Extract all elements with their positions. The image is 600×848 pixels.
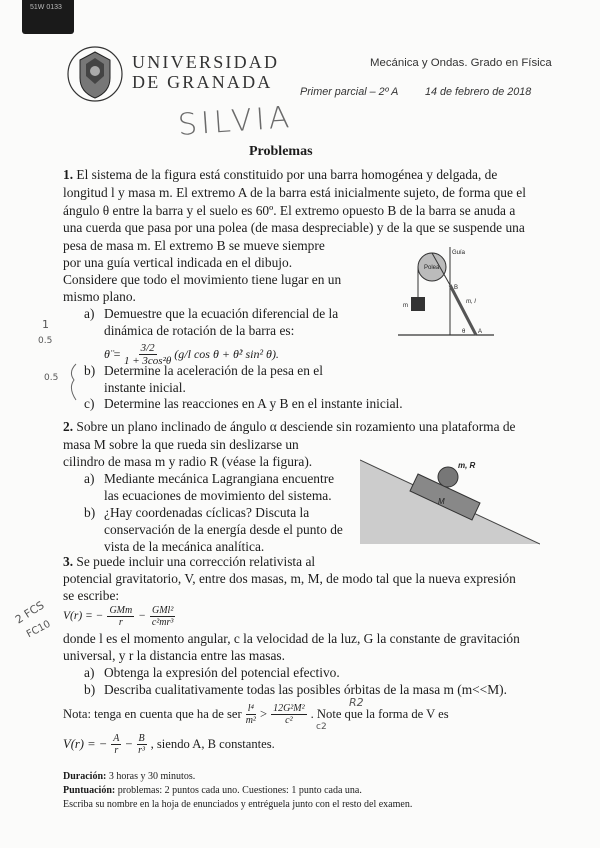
p3-final bbox=[63, 728, 275, 760]
p3-line-1 bbox=[63, 553, 315, 571]
p3-final-a bbox=[111, 733, 121, 756]
p1-text-1: El sistema de la figura está constituido por una barra homogénea y delgada, de bbox=[76, 167, 498, 182]
p2-item-b-line-1: ¿Hay coordenadas cíclicas? Discuta la bbox=[104, 505, 310, 520]
university-crest-logo bbox=[66, 42, 124, 106]
rod-label: m, l bbox=[466, 299, 476, 305]
mark-b: 0.5 bbox=[44, 373, 59, 383]
mark-q3b: FC10 bbox=[24, 618, 53, 641]
p1-line-2: longitud l y masa m. El extremo A de la barra está inicialmente sujeto, de forma que el bbox=[63, 185, 526, 200]
p3-final-suffix: , siendo A, B constantes. bbox=[150, 736, 275, 751]
p3-text-1: Se puede incluir una corrección relativista al bbox=[76, 554, 316, 569]
p3-final-b-den: r³ bbox=[138, 744, 145, 756]
p3-line-2: potencial gravitatorio, V, entre dos masas, m, M, de modo tal que la nueva expresión bbox=[63, 571, 516, 586]
p3-item-b-text: Describa cualitativamente todas las posibles órbitas de la masa m (m<<M). bbox=[104, 682, 507, 697]
p3-nota-f2 bbox=[271, 703, 307, 726]
p1-item-a-line-2: dinámica de rotación de la barra es: bbox=[104, 323, 295, 338]
p3-formula-t1-num: GMm bbox=[109, 604, 133, 616]
p2-line-3: cilindro de masa m y radio R (véase la figura). bbox=[63, 454, 313, 469]
footer-duration-label: Duración: bbox=[63, 771, 107, 782]
p2-line-1 bbox=[63, 418, 537, 436]
p3-nota-f2-den: c² bbox=[285, 714, 293, 726]
platform-label: M bbox=[438, 497, 445, 506]
p3-formula-t2 bbox=[150, 605, 175, 628]
p2-text-1: Sobre un plano inclinado de ángulo α desciende sin rozamiento una plataforma de bbox=[76, 419, 516, 434]
exam-title: Primer parcial – 2º A bbox=[300, 86, 399, 98]
p1-item-b-label: b) bbox=[84, 363, 96, 378]
p3-nota-f2-num: 12G²M² bbox=[273, 702, 305, 714]
rod bbox=[450, 285, 476, 335]
cylinder bbox=[438, 467, 458, 487]
p1-line-5: pesa de masa m. El extremo B se mueve siempre bbox=[63, 238, 325, 253]
p3-formula-t1 bbox=[107, 605, 134, 628]
p3-item-b-label: b) bbox=[84, 682, 96, 697]
p1-number: 1. bbox=[63, 167, 74, 182]
p3-nota-f1-num: l⁴ bbox=[247, 702, 254, 714]
p1-item-a-label: a) bbox=[84, 306, 95, 321]
p2-item-b-line-3: vista de la mecánica analítica. bbox=[104, 539, 265, 554]
p3-final-a-den: r bbox=[114, 744, 119, 756]
p3-formula-lhs: V(r) = − bbox=[63, 610, 104, 622]
mass-label: m bbox=[403, 303, 408, 309]
pulley-label: Polea bbox=[424, 265, 440, 271]
p2-item-a-label: a) bbox=[84, 471, 95, 486]
p2-item-a-line-1: Mediante mecánica Lagrangiana encuentre bbox=[104, 471, 335, 486]
handwritten-name: SILVIA bbox=[176, 100, 295, 143]
p3-nota bbox=[63, 698, 449, 730]
angle-label: θ bbox=[462, 329, 466, 335]
p1-figure bbox=[396, 245, 496, 345]
p1-eq-lhs: θ̈ = bbox=[104, 346, 121, 361]
point-b-label: B bbox=[454, 285, 459, 291]
p1-item-c-text: Determine las reacciones en A y B en el instante inicial. bbox=[104, 396, 403, 411]
guide-label: Guía bbox=[452, 250, 466, 256]
mark-a1: 1 bbox=[42, 318, 49, 331]
p1-line-1 bbox=[63, 166, 537, 184]
p3-nota-prefix: Nota: tenga en cuenta que ha de ser bbox=[63, 706, 242, 721]
footer-score-label: Puntuación: bbox=[63, 785, 116, 796]
p3-formula bbox=[63, 600, 175, 632]
p2-figure bbox=[360, 450, 540, 550]
bracket-mark bbox=[66, 362, 80, 402]
p1-eq-bracket: (g/l cos θ + θ̇² sin² θ). bbox=[174, 346, 279, 361]
p1-eq-den: 1 + 3cos²θ bbox=[124, 354, 172, 367]
p2-number: 2. bbox=[63, 419, 74, 434]
p3-number: 3. bbox=[63, 554, 74, 569]
p3-formula-t2-den: c²mr³ bbox=[151, 616, 174, 628]
p1-eq-num: 3/2 bbox=[140, 341, 155, 354]
p3-final-b-num: B bbox=[138, 732, 145, 744]
p3-after-line-1: donde l es el momento angular, c la velocidad de la luz, G la constante de gravitación bbox=[63, 631, 520, 646]
p3-nota-f1 bbox=[246, 703, 256, 726]
p1-line-8: mismo plano. bbox=[63, 289, 136, 304]
course-title: Mecánica y Ondas. Grado en Física bbox=[370, 57, 552, 69]
section-title: Problemas bbox=[249, 144, 313, 159]
p3-formula-minus: − bbox=[138, 610, 146, 622]
p1-line-6: por una guía vertical indicada en el dibujo. bbox=[63, 255, 293, 270]
p2-item-a-line-2: las ecuaciones de movimiento del sistema. bbox=[104, 488, 332, 503]
p1-item-b-line-1: Determine la aceleración de la pesa en el bbox=[104, 363, 323, 378]
p3-after-line-2: universal, y r la distancia entre las masas. bbox=[63, 648, 285, 663]
footer-instruction: Escriba su nombre en la hoja de enunciados y entréguela junto con el resto del examen. bbox=[63, 799, 413, 810]
scan-tab bbox=[22, 0, 74, 34]
p2-line-2: masa M sobre la que rueda sin deslizarse un bbox=[63, 437, 299, 452]
hanging-mass bbox=[411, 297, 425, 311]
university-name-line2: DE GRANADA bbox=[132, 72, 273, 92]
footer-duration-value: 3 horas y 30 minutos. bbox=[108, 771, 196, 782]
p1-item-a-line-1: Demuestre que la ecuación diferencial de la bbox=[104, 306, 339, 321]
footer-duration bbox=[63, 771, 195, 782]
p2-item-b-line-2: conservación de la energía desde el punto de bbox=[104, 522, 343, 537]
point-a-label: A bbox=[478, 329, 483, 335]
p3-nota-gt: > bbox=[259, 706, 268, 721]
p3-final-b bbox=[137, 733, 147, 756]
p2-item-b-label: b) bbox=[84, 505, 96, 520]
p3-final-a-num: A bbox=[113, 732, 120, 744]
exam-date: 14 de febrero de 2018 bbox=[425, 86, 532, 98]
nota-cross: c2 bbox=[316, 722, 327, 732]
university-name-line1: UNIVERSIDAD bbox=[132, 52, 280, 72]
p3-line-3: se escribe: bbox=[63, 588, 120, 603]
p1-item-c-label: c) bbox=[84, 396, 95, 411]
scan-tag: 51W 0133 bbox=[30, 4, 62, 11]
cylinder-label: m, R bbox=[458, 461, 476, 470]
p3-item-a-text: Obtenga la expresión del potencial efectivo. bbox=[104, 665, 340, 680]
p3-final-lhs: V(r) = − bbox=[63, 736, 108, 751]
p3-item-a-label: a) bbox=[84, 665, 95, 680]
footer-score bbox=[63, 785, 362, 796]
p1-line-7: Considere que todo el movimiento tiene lugar en un bbox=[63, 272, 342, 287]
p3-formula-t2-num: GMl² bbox=[151, 604, 174, 616]
p1-item-b-line-2: instante inicial. bbox=[104, 380, 186, 395]
p1-line-3: ángulo θ entre la barra y el suelo es 60º. El extremo opuesto B de la barra se anuda a bbox=[63, 203, 516, 218]
p1-line-4: una cuerda que pasa por una polea (de masa despreciable) y de la que se suspende una bbox=[63, 220, 525, 235]
footer-score-value: problemas: 2 puntos cada uno. Cuestiones: 1 punto cada una. bbox=[117, 785, 362, 796]
mark-q3a: 2 FCS bbox=[12, 598, 47, 627]
nota-scribble: R2 bbox=[349, 696, 364, 709]
p3-nota-f1-den: m² bbox=[245, 714, 256, 726]
mark-a2: 0.5 bbox=[38, 336, 53, 346]
p3-formula-t1-den: r bbox=[118, 616, 123, 628]
p3-nota-suffix: . Note que la forma de V es bbox=[310, 706, 449, 721]
p3-final-minus: − bbox=[125, 736, 133, 751]
